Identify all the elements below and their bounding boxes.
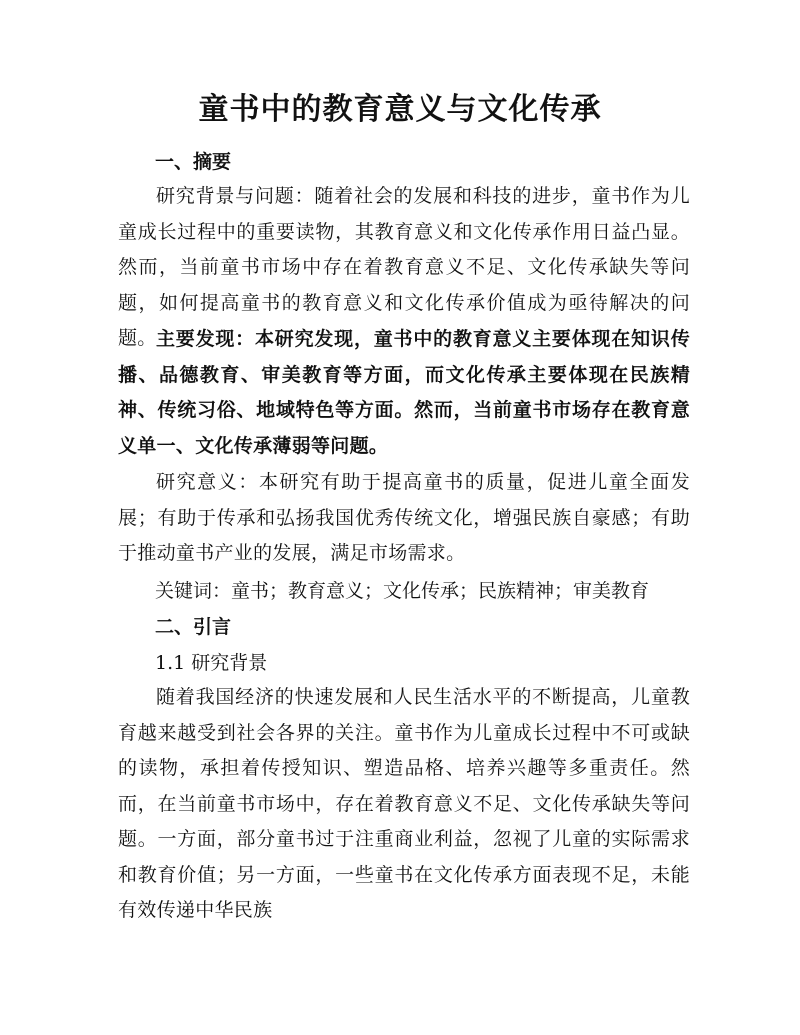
abstract-background-paragraph: 研究背景与问题：随着社会的发展和科技的进步，童书作为儿童成长过程中的重要读物，其教育意义和文化传承作用日益凸显。然而，当前童书市场中存在着教育意义不足、文化传承缺失等问题，如何提高童书的教育意义和文化传承价值成为亟待解决的问题。 [118,185,690,349]
abstract-findings-paragraph: 主要发现：本研究发现，童书中的教育意义主要体现在知识传播、品德教育、审美教育等方面，而文化传承主要体现在民族精神、传统习俗、地域特色等方面。然而，当前童书市场存在教育意义单一、文化传承薄弱等问题。 [118,328,690,457]
section-heading-research-background: 1.1 研究背景 [155,652,268,674]
keywords-line: 关键词：童书；教育意义；文化传承；民族精神；审美教育 [155,580,650,602]
document-title: 童书中的教育意义与文化传承 [198,92,602,127]
abstract-heading: 一、摘要 [155,151,232,173]
research-background-paragraph: 随着我国经济的快速发展和人民生活水平的不断提高，儿童教育越来越受到社会各界的关注。童书作为儿童成长过程中不可或缺的读物，承担着传授知识、塑造品格、培养兴趣等多重责任。然而，在当前童书市场中，存在着教育意义不足、文化传承缺失等问题。一方面，部分童书过于注重商业利益，忽视了儿童的实际需求和教育价值；另一方面，一些童书在文化传承方面表现不足，未能有效传递中华民族 [118,686,690,921]
abstract-significance-paragraph: 研究意义：本研究有助于提高童书的质量，促进儿童全面发展；有助于传承和弘扬我国优秀传统文化，增强民族自豪感；有助于推动童书产业的发展，满足市场需求。 [118,471,690,564]
introduction-heading: 二、引言 [155,616,232,638]
